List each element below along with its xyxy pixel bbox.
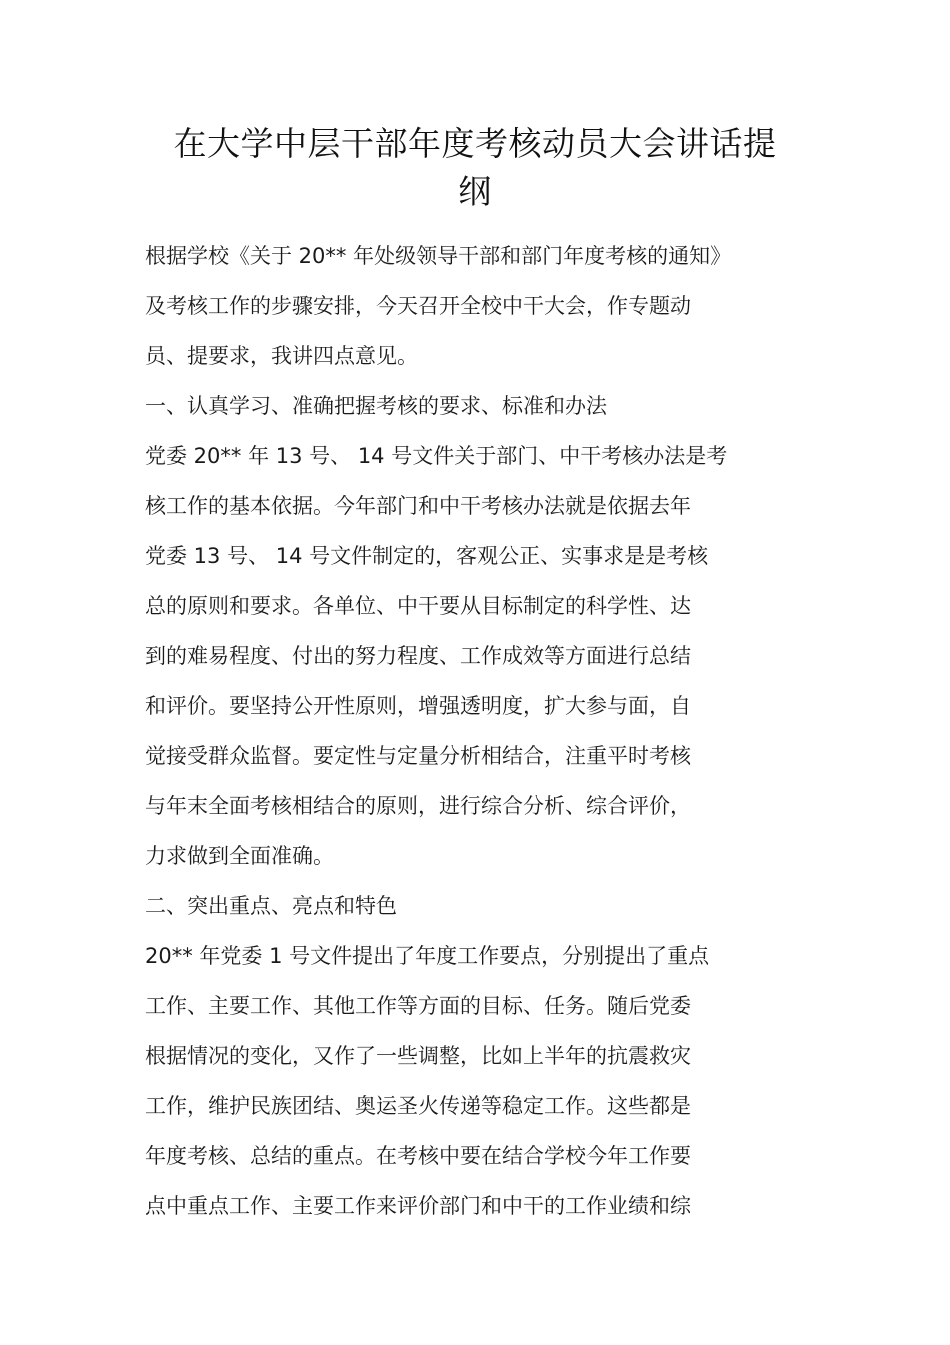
body-text-line: 党委 13 号、 14 号文件制定的，客观公正、实事求是是考核: [145, 544, 709, 568]
body-text-line: 员、提要求，我讲四点意见。: [145, 344, 418, 368]
body-text-line: 根据学校《关于 20** 年处级领导干部和部门年度考核的通知》: [145, 244, 732, 268]
body-text-line: 和评价。要坚持公开性原则，增强透明度，扩大参与面，自: [145, 694, 691, 718]
body-text-line: 党委 20** 年 13 号、 14 号文件关于部门、中干考核办法是考: [145, 444, 728, 468]
body-text-line: 与年末全面考核相结合的原则，进行综合分析、综合评价，: [145, 794, 691, 818]
body-text-line: 力求做到全面准确。: [145, 844, 334, 868]
body-text-line: 及考核工作的步骤安排，今天召开全校中干大会，作专题动: [145, 294, 691, 318]
document-title-line-1: 在大学中层干部年度考核动员大会讲话提: [173, 124, 777, 163]
body-text-line: 年度考核、总结的重点。在考核中要在结合学校今年工作要: [145, 1144, 691, 1168]
body-text-line: 工作，维护民族团结、奥运圣火传递等稳定工作。这些都是: [145, 1094, 691, 1118]
document-title-line-2: 纲: [458, 172, 492, 211]
body-text-line: 二、突出重点、亮点和特色: [145, 894, 397, 918]
body-text-line: 20** 年党委 1 号文件提出了年度工作要点，分别提出了重点: [145, 944, 710, 968]
body-text-line: 一、认真学习、准确把握考核的要求、标准和办法: [145, 394, 607, 418]
body-text-line: 点中重点工作、主要工作来评价部门和中干的工作业绩和综: [145, 1194, 691, 1218]
body-text-line: 总的原则和要求。各单位、中干要从目标制定的科学性、达: [145, 594, 691, 618]
body-text-line: 核工作的基本依据。今年部门和中干考核办法就是依据去年: [145, 494, 691, 518]
body-text-line: 工作、主要工作、其他工作等方面的目标、任务。随后党委: [145, 994, 691, 1018]
body-text-line: 根据情况的变化，又作了一些调整，比如上半年的抗震救灾: [145, 1044, 691, 1068]
body-text-line: 觉接受群众监督。要定性与定量分析相结合，注重平时考核: [145, 744, 691, 768]
body-text-line: 到的难易程度、付出的努力程度、工作成效等方面进行总结: [145, 644, 691, 668]
